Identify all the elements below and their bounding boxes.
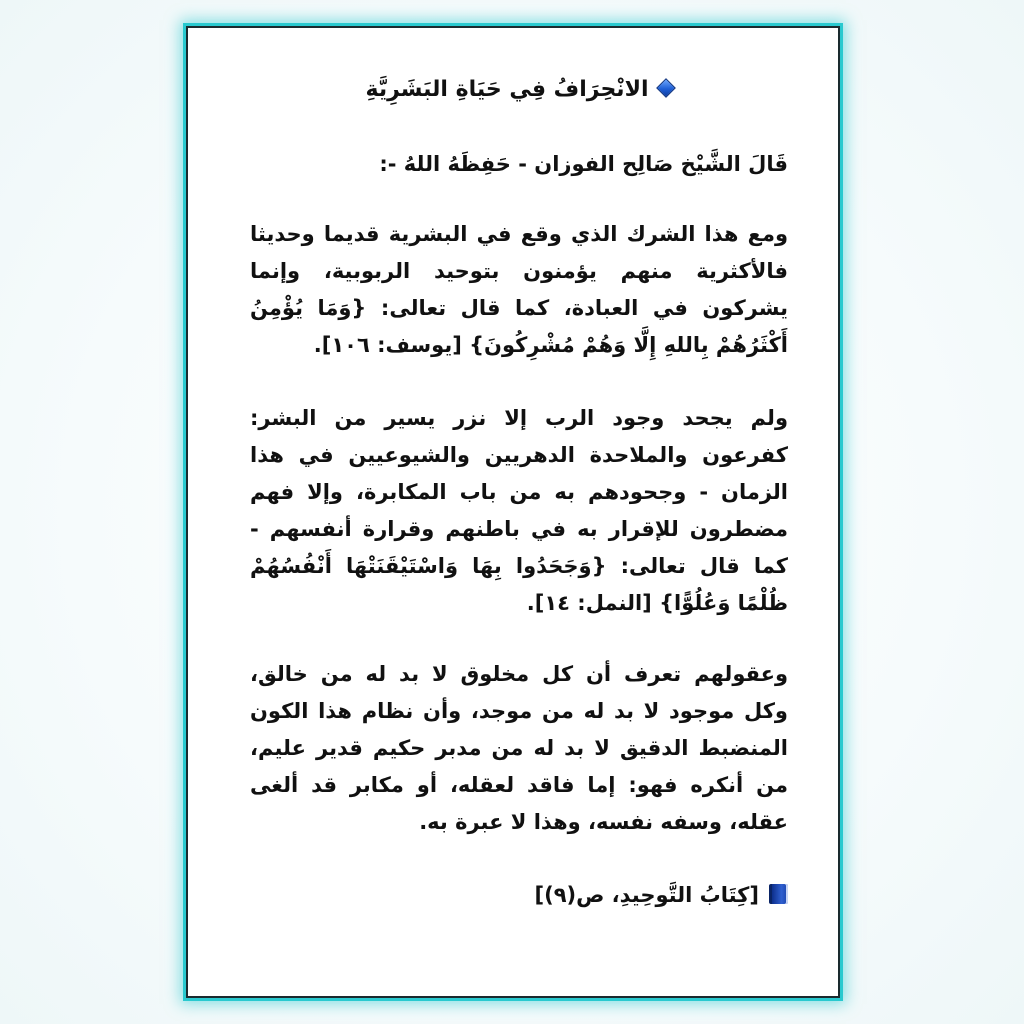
page-title (250, 72, 788, 108)
document-content (250, 72, 788, 913)
paragraph-2: ولم يجحد وجود الرب إلا نزر يسير من البشر: كفرعون والملاحدة الدهريين والشيوعيين في هذا الزمان - وجحودهم به من باب المكابرة، وإلا فهم مضطرون للإقرار به في باطنهم وقرارة أنفسهم - كما قال تعالى: {وَجَحَدُوا بِهَا وَاسْتَيْقَنَتْهَا أَنْفُسُهُمْ ظُلْمًا وَعُلُوًّا} [النمل: ١٤]. (250, 406, 788, 615)
attribution: قَالَ الشَّيْخ صَالِح الفوزان - حَفِظَهُ اللهُ -: (379, 152, 788, 176)
paragraph-1: ومع هذا الشرك الذي وقع في البشرية قديما وحديثا فالأكثرية منهم يؤمنون بتوحيد الربوبية، وإنما يشركون في العبادة، كما قال تعالى: {وَمَا يُؤْمِنُ أَكْثَرُهُمْ بِاللهِ إِلَّا وَهُمْ مُشْرِكُونَ} [يوسف: ١٠٦]. (250, 222, 788, 357)
source-text: [كِتَابُ التَّوحِيدِ، ص(٩)] (534, 883, 759, 907)
source-citation (250, 877, 788, 913)
paragraph-3: وعقولهم تعرف أن كل مخلوق لا بد له من خالق، وكل موجود لا بد له من موجد، وأن نظام هذا الكون المنضبط الدقيق لا بد له من مدبر حكيم قدير عليم، من أنكره فهو: إما فاقد لعقله، أو مكابر قد ألغى عقله، وسفه نفسه، وهذا لا عبرة به. (250, 662, 788, 834)
blue-book-icon (769, 884, 788, 904)
title-text: الانْحِرَافُ فِي حَيَاةِ البَشَرِيَّةِ (365, 77, 649, 102)
blue-diamond-icon (656, 78, 676, 98)
document-card (186, 26, 840, 998)
